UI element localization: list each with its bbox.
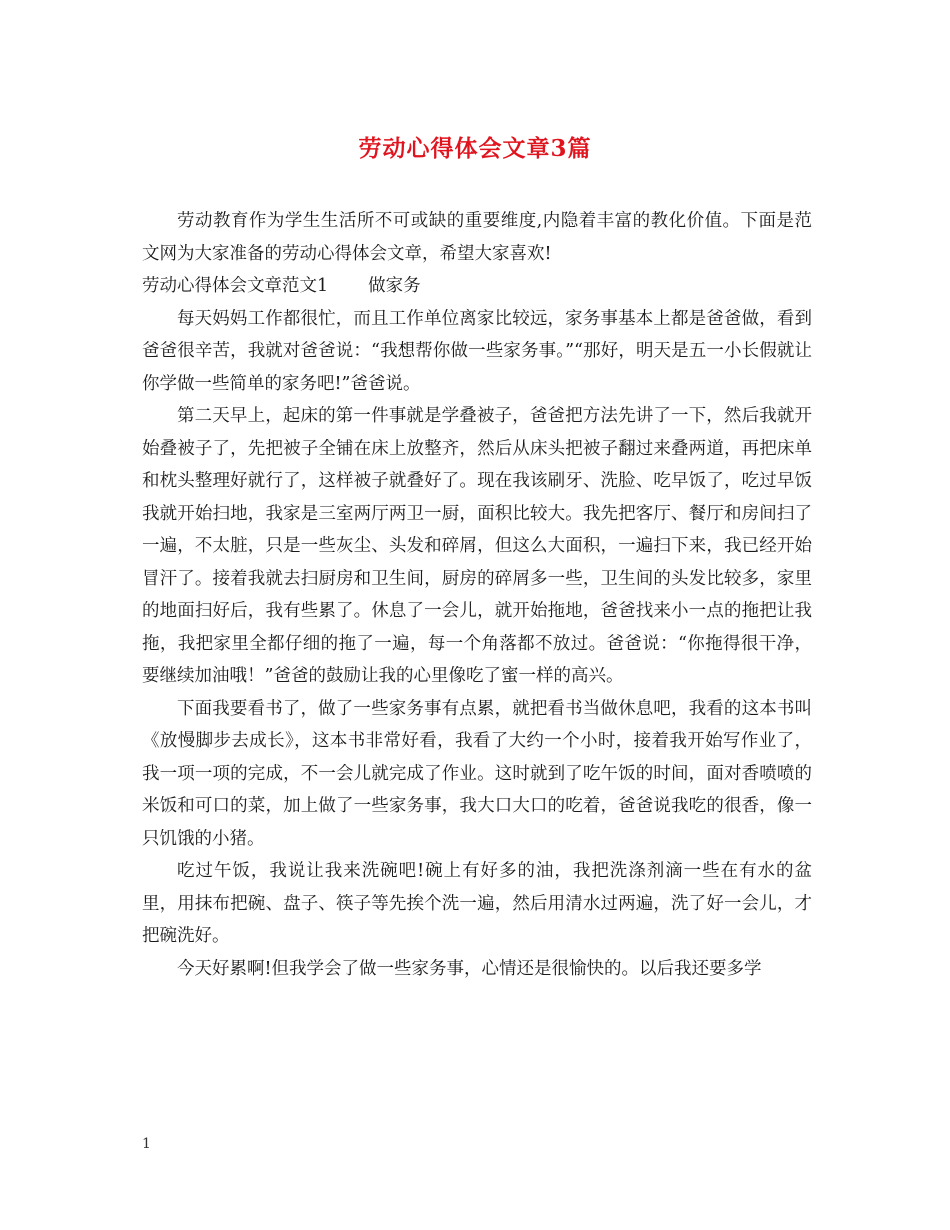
body-paragraph-2: 第二天早上，起床的第一件事就是学叠被子，爸爸把方法先讲了一下，然后我就开始叠被子了，先把被子全铺在床上放整齐，然后从床头把被子翻过来叠两道，再把床单和枕头整理好就行了，这样被子就叠好了。现在我该刷牙、洗脸、吃早饭了，吃过早饭我就开始扫地，我家是三室两厅两卫一厨，面积比较大。我先把客厅、餐厅和房间扫了一遍，不太脏，只是一些灰尘、头发和碎屑，但这么大面积，一遍扫下来，我已经开始冒汗了。接着我就去扫厨房和卫生间，厨房的碎屑多一些，卫生间的头发比较多，家里的地面扫好后，我有些累了。休息了一会儿，就开始拖地，爸爸找来小一点的拖把让我拖，我把家里全都仔细的拖了一遍，每一个角落都不放过。爸爸说：“你拖得很干净，要继续加油哦！”爸爸的鼓励让我的心里像吃了蜜一样的高兴。	[142, 406, 812, 686]
body-paragraph-5: 今天好累啊!但我学会了做一些家务事，心情还是很愉快的。以后我还要多学	[177, 958, 762, 979]
document-title: 劳动心得体会文章3篇	[358, 135, 592, 162]
section-heading-label: 劳动心得体会文章范文1	[142, 276, 329, 296]
body-paragraph-4: 吃过午饭，我说让我来洗碗吧!碗上有好多的油，我把洗涤剂滴一些在有水的盆里，用抹布把碗、盘子、筷子等先挨个洗一遍，然后用清水过两遍，洗了好一会儿，才把碗洗好。	[142, 861, 812, 946]
body-paragraph-3: 下面我要看书了，做了一些家务事有点累，就把看书当做休息吧，我看的这本书叫《放慢脚步去成长》，这本书非常好看，我看了大约一个小时，接着我开始写作业了，我一项一项的完成，不一会儿就完成了作业。这时就到了吃午饭的时间，面对香喷喷的米饭和可口的菜，加上做了一些家务事，我大口大口的吃着，爸爸说我吃的很香，像一只饥饿的小猪。	[142, 698, 812, 849]
document-body	[142, 205, 812, 985]
page-number: 1	[142, 1136, 151, 1152]
section-heading	[142, 270, 812, 303]
section-heading-topic: 做家务	[368, 276, 421, 296]
body-paragraph-1: 每天妈妈工作都很忙，而且工作单位离家比较远，家务事基本上都是爸爸做，看到爸爸很辛苦，我就对爸爸说：“我想帮你做一些家务事。”“那好，明天是五一小长假就让你学做一些简单的家务吧!”爸爸说。	[142, 308, 812, 394]
intro-paragraph: 劳动教育作为学生生活所不可或缺的重要维度,内隐着丰富的教化价值。下面是范文网为大家准备的劳动心得体会文章，希望大家喜欢!	[142, 211, 812, 264]
